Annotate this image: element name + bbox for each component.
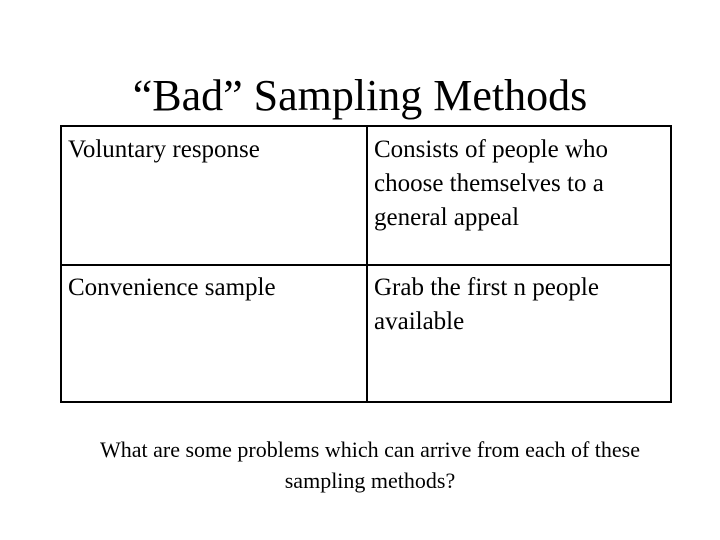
sampling-methods-table [60,125,672,403]
discussion-question: What are some problems which can arrive from each of these sampling methods? [100,437,640,493]
convenience-sample-definition: Grab the first n people available [374,274,599,335]
table-row-divider [62,264,670,266]
convenience-sample-term: Convenience sample [68,274,276,301]
slide-title: “Bad” Sampling Methods [132,71,588,120]
voluntary-response-term: Voluntary response [68,136,260,163]
voluntary-response-definition: Consists of people who choose themselves to a general appeal [374,136,609,231]
